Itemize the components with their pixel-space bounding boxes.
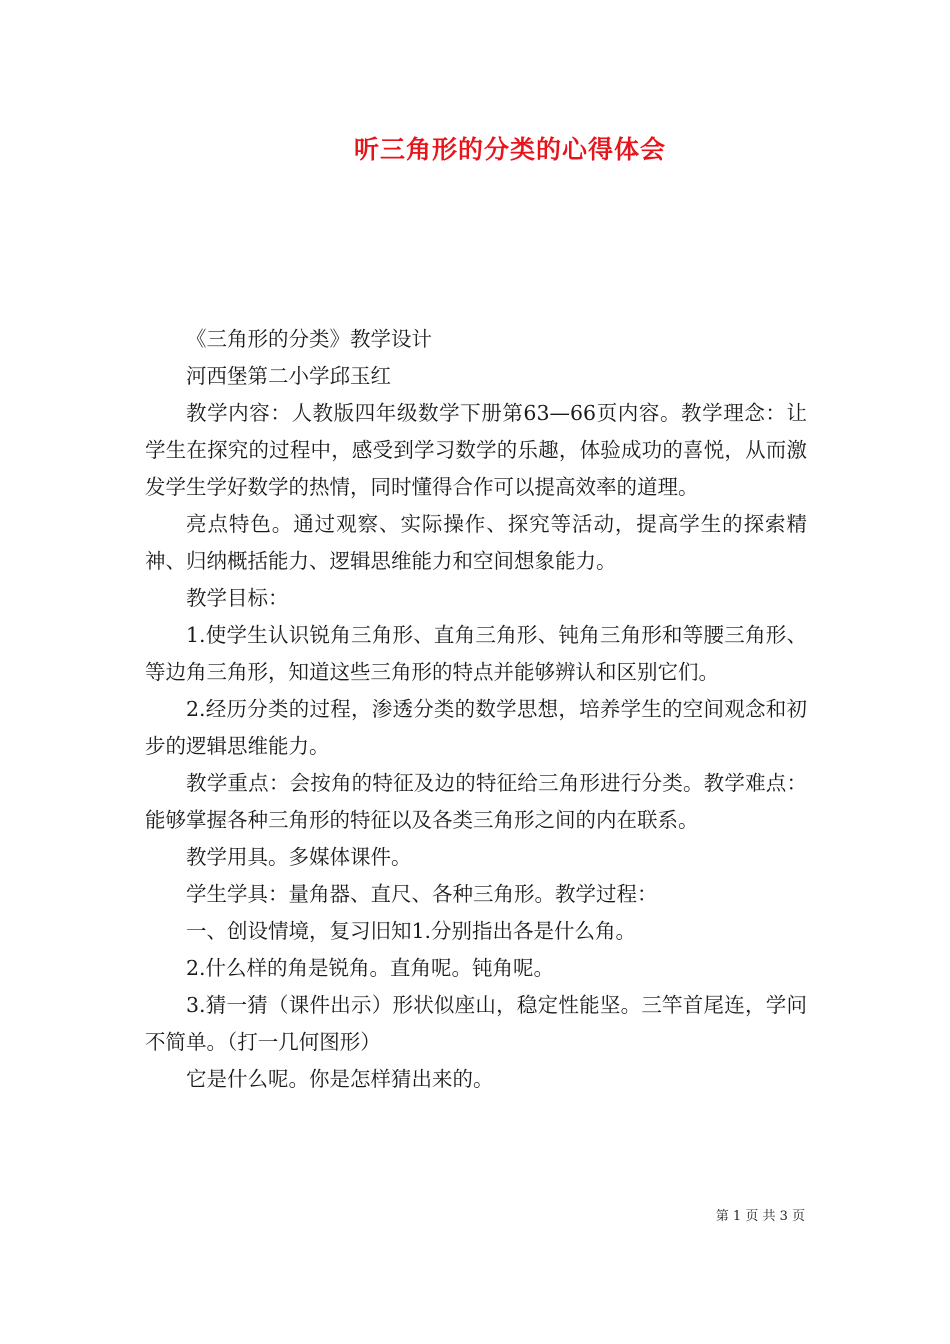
paragraph-author: 河西堡第二小学邱玉红 <box>186 364 391 388</box>
document-title: 听三角形的分类的心得体会 <box>353 135 666 164</box>
paragraph-content-concept: 教学内容：人教版四年级数学下册第63—66页内容。教学理念：让学生在探究的过程中，感受到学习数学的乐趣，体验成功的喜悦，从而激发学生学好数学的热情，同时懂得合作可以提高效率的道理。 <box>145 401 807 499</box>
paragraph-step-2: 2.什么样的角是锐角。直角呢。钝角呢。 <box>186 956 555 980</box>
paragraph-step-1: 一、创设情境，复习旧知1.分别指出各是什么角。 <box>186 919 637 943</box>
document-body <box>145 321 807 1098</box>
paragraph-design-title: 《三角形的分类》教学设计 <box>186 327 432 351</box>
paragraph-goal-1: 1.使学生认识锐角三角形、直角三角形、钝角三角形和等腰三角形、等边角三角形，知道这些三角形的特点并能够辨认和区别它们。 <box>145 623 807 684</box>
paragraph-step-3: 3.猜一猜（课件出示）形状似座山，稳定性能坚。三竿首尾连，学问不简单。（打一几何图形） <box>145 993 807 1054</box>
paragraph-highlights: 亮点特色。通过观察、实际操作、探究等活动，提高学生的探索精神、归纳概括能力、逻辑思维能力和空间想象能力。 <box>145 512 807 573</box>
paragraph-goal-2: 2.经历分类的过程，渗透分类的数学思想，培养学生的空间观念和初步的逻辑思维能力。 <box>145 697 807 758</box>
paragraph-teaching-tools: 教学用具。多媒体课件。 <box>186 845 412 869</box>
paragraph-key-points: 教学重点：会按角的特征及边的特征给三角形进行分类。教学难点：能够掌握各种三角形的特征以及各类三角形之间的内在联系。 <box>145 771 807 832</box>
paragraph-goals-heading: 教学目标： <box>186 586 289 610</box>
page-footer: 第 1 页 共 3 页 <box>715 1209 805 1224</box>
paragraph-student-tools: 学生学具：量角器、直尺、各种三角形。教学过程： <box>186 882 658 906</box>
paragraph-question: 它是什么呢。你是怎样猜出来的。 <box>186 1067 494 1091</box>
